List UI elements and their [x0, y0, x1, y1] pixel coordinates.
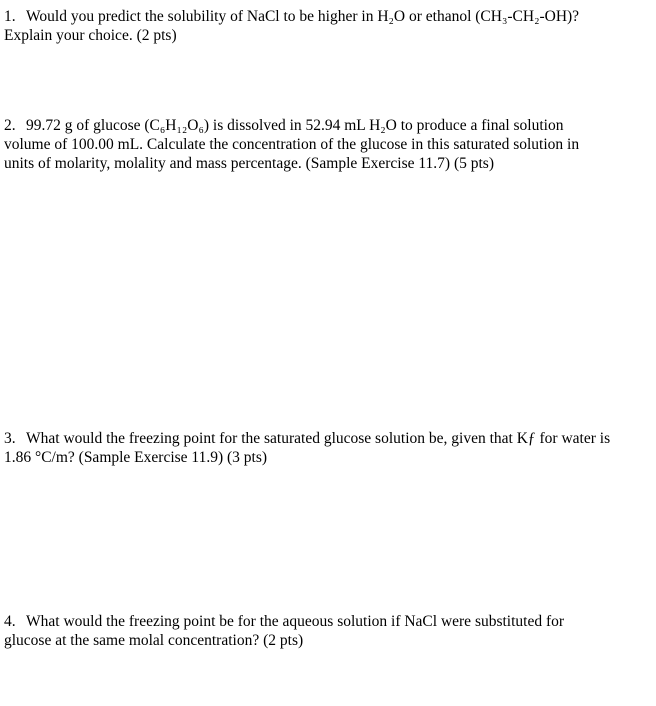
question-4 [4, 612, 644, 650]
question-1-text-2: Explain your choice. (2 pts) [4, 27, 177, 44]
question-1-number: 1. [4, 8, 16, 25]
question-3 [4, 429, 644, 467]
question-2-number: 2. [4, 117, 16, 134]
question-4-line-1 [4, 612, 644, 631]
question-4-number: 4. [4, 613, 16, 630]
question-4-text-2: glucose at the same molal concentration? (2 pts) [4, 632, 304, 649]
question-3-text-2: 1.86 °C/m? (Sample Exercise 11.9) (3 pts) [4, 449, 268, 466]
question-1-line-1 [4, 7, 644, 26]
question-1 [4, 7, 644, 45]
question-1-text-1: Would you predict the solubility of NaCl to be higher in H₂O or ethanol (CH₃-CH₂-OH)? [26, 8, 580, 25]
question-3-line-1 [4, 429, 644, 448]
question-2 [4, 116, 644, 173]
question-3-number: 3. [4, 430, 16, 447]
question-3-text-1: What would the freezing point for the saturated glucose solution be, given that Kƒ for water is [26, 430, 611, 447]
question-2-text-3: units of molarity, molality and mass percentage. (Sample Exercise 11.7) (5 pts) [4, 155, 494, 172]
question-4-text-1: What would the freezing point be for the aqueous solution if NaCl were substituted for [26, 613, 565, 630]
question-2-text-2: volume of 100.00 mL. Calculate the concentration of the glucose in this saturated solution in [4, 136, 580, 153]
question-2-line-1 [4, 116, 644, 135]
question-2-text-1: 99.72 g of glucose (C₆H₁₂O₆) is dissolved in 52.94 mL H₂O to produce a final solution [26, 117, 564, 134]
